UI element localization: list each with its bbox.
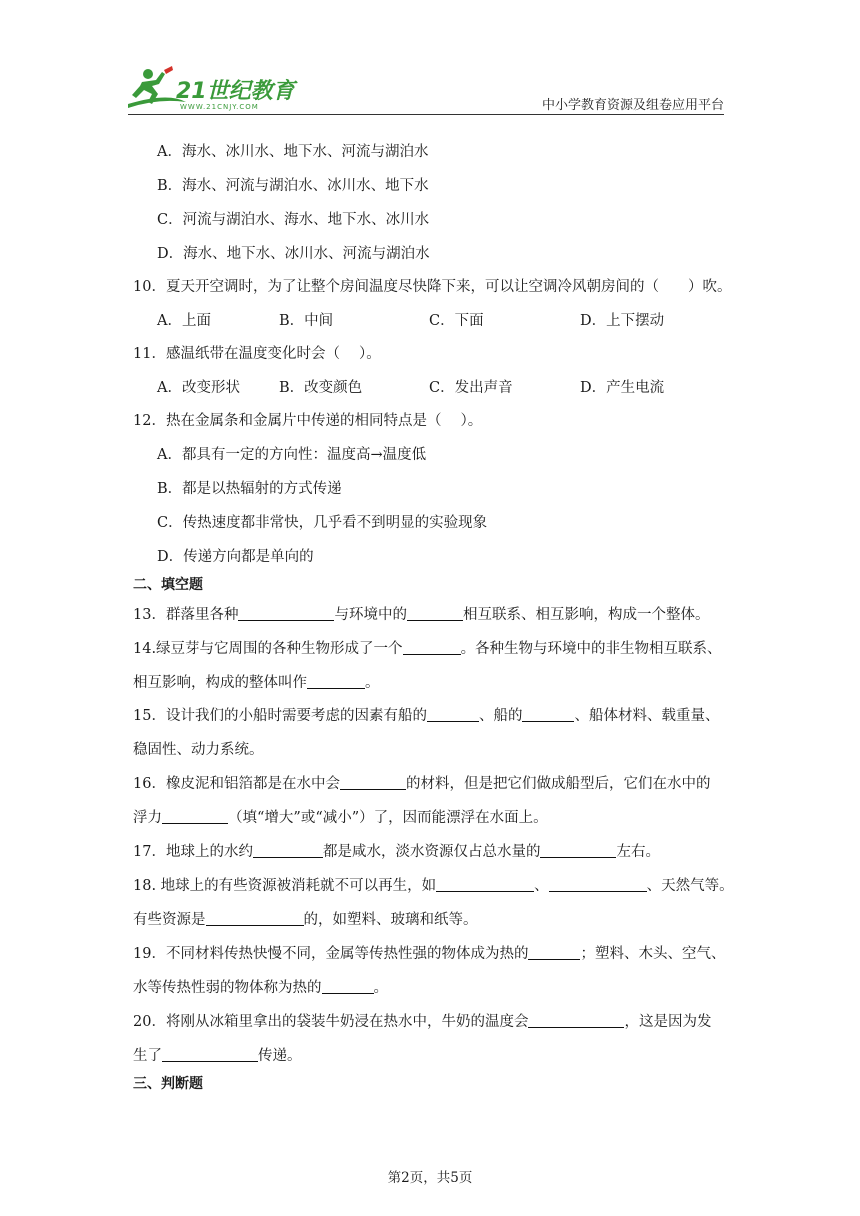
q11-option-c: C．发出声音 (429, 380, 513, 396)
q10-option-a: A．上面 (157, 313, 211, 329)
answer-blank (162, 807, 228, 824)
answer-blank (427, 705, 479, 722)
q12-option-b: B．都是以热辐射的方式传递 (157, 481, 342, 497)
q9-option-a: A．海水、冰川水、地下水、河流与湖泊水 (157, 144, 429, 160)
page-number: 第2页，共5页 (387, 1170, 473, 1186)
q19-line1: 19．不同材料传热快慢不同，金属等传热性强的物体成为热的 ；塑料、木头、空气、 (133, 943, 725, 965)
page-header (128, 62, 724, 116)
q10-option-d: D．上下摆动 (580, 313, 665, 329)
q15-line1: 15．设计我们的小船时需要考虑的因素有船的 、船的 、船体材料、载重量、 (133, 705, 719, 727)
section-judge-title: 三、判断题 (133, 1076, 203, 1092)
q12-option-a: A．都具有一定的方向性：温度高→温度低 (157, 447, 427, 463)
q9-option-d: D．海水、地下水、冰川水、河流与湖泊水 (157, 246, 430, 262)
q11-option-b: B．改变颜色 (279, 380, 363, 396)
answer-blank (528, 943, 580, 960)
q14-line1: 14.绿豆芽与它周围的各种生物形成了一个 。各种生物与环境中的非生物相互联系、 (133, 638, 722, 660)
logo-url: WWW.21CNJY.COM (180, 103, 259, 111)
q14-line2: 相互影响，构成的整体叫作 。 (133, 672, 380, 694)
q19-line2: 水等传热性弱的物体称为热的 。 (133, 977, 388, 999)
answer-blank (436, 875, 534, 892)
answer-blank (540, 841, 616, 858)
q12-stem: 12．热在金属条和金属片中传递的相同特点是（ ）。 (133, 413, 483, 429)
q18-line1: 18. 地球上的有些资源被消耗就不可以再生，如 、 、天然气等。 (133, 875, 734, 897)
answer-blank (340, 773, 406, 790)
q20-line1: 20．将刚从冰箱里拿出的袋装牛奶浸在热水中，牛奶的温度会 ，这是因为发 (133, 1011, 711, 1033)
q15-line2: 稳固性、动力系统。 (133, 742, 264, 758)
answer-blank (407, 604, 463, 621)
q18-line2: 有些资源是 的，如塑料、玻璃和纸等。 (133, 909, 478, 931)
section-fill-title: 二、填空题 (133, 577, 203, 593)
answer-blank (528, 1011, 624, 1028)
answer-blank (238, 604, 334, 621)
answer-blank (162, 1045, 258, 1062)
header-rule (128, 114, 724, 115)
answer-blank (549, 875, 647, 892)
q16-line1: 16．橡皮泥和铝箔都是在水中会 的材料，但是把它们做成船型后，它们在水中的 (133, 773, 710, 795)
q11-option-d: D．产生电流 (580, 380, 665, 396)
q11-stem: 11．感温纸带在温度变化时会（ ）。 (133, 346, 381, 362)
q10-option-c: C．下面 (429, 313, 484, 329)
platform-name: 中小学教育资源及组卷应用平台 (541, 98, 724, 113)
answer-blank (522, 705, 574, 722)
q9-option-c: C．河流与湖泊水、海水、地下水、冰川水 (157, 212, 430, 228)
q13: 13．群落里各种 与环境中的 相互联系、相互影响，构成一个整体。 (133, 604, 709, 626)
answer-blank (206, 909, 304, 926)
q10-option-b: B．中间 (279, 313, 334, 329)
q9-option-b: B．海水、河流与湖泊水、冰川水、地下水 (157, 178, 429, 194)
answer-blank (253, 841, 323, 858)
answer-blank (307, 672, 365, 689)
q11-option-a: A．改变形状 (157, 380, 240, 396)
q20-line2: 生了 传递。 (133, 1045, 302, 1067)
answer-blank (403, 638, 461, 655)
q16-line2: 浮力 （填“增大”或“减小”）了，因而能漂浮在水面上。 (133, 807, 548, 829)
q17: 17．地球上的水约 都是咸水，淡水资源仅占总水量的 左右。 (133, 841, 660, 863)
logo-21cnjy (128, 62, 298, 112)
q10-stem: 10．夏天开空调时，为了让整个房间温度尽快降下来，可以让空调冷风朝房间的（ ）吹。 (133, 279, 732, 295)
q12-option-c: C．传热速度都非常快，几乎看不到明显的实验现象 (157, 515, 488, 531)
q12-option-d: D．传递方向都是单向的 (157, 549, 314, 565)
answer-blank (322, 977, 374, 994)
logo-text: 21世纪教育 (176, 79, 295, 104)
